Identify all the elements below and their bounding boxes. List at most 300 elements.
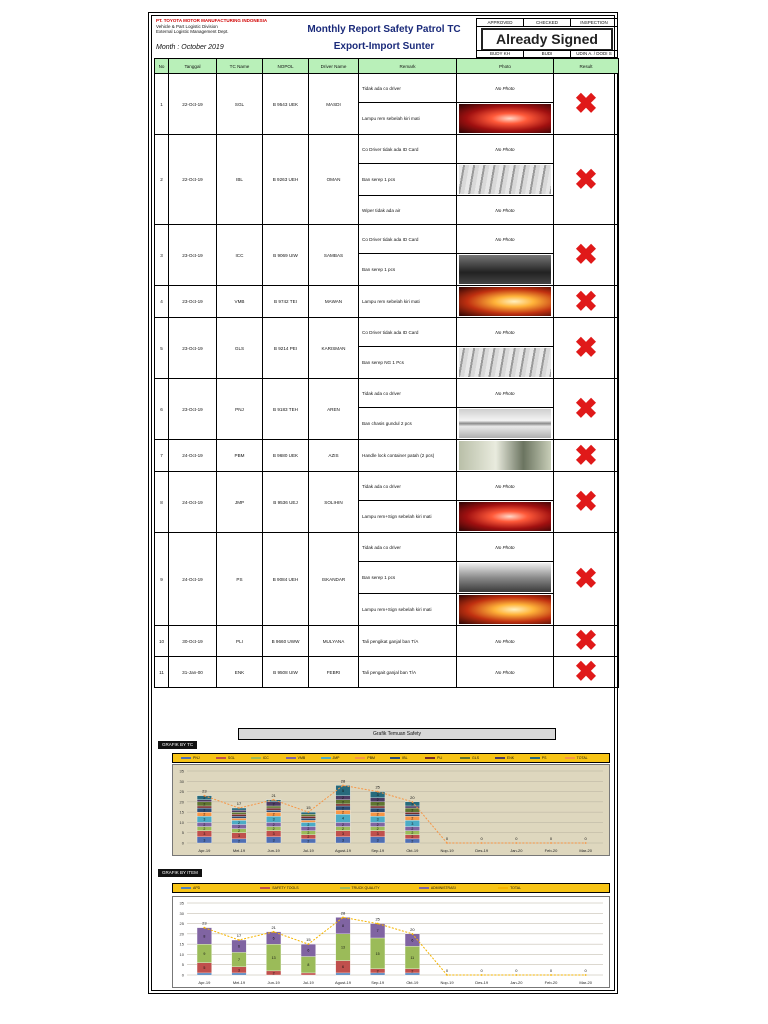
segment-value-label: 2 [376, 822, 379, 827]
col-photo: Photo [457, 59, 554, 74]
legend-swatch [495, 757, 505, 759]
segment-value-label: 2 [203, 827, 206, 831]
total-point [446, 974, 448, 976]
segment-value-label: 2 [376, 969, 379, 974]
row-tc: VMB [217, 286, 263, 318]
row-tc: PLI [217, 626, 263, 657]
row-date: 23-Oct-19 [169, 318, 217, 379]
segment-value-label: 2 [272, 812, 275, 817]
checked-header: CHECKED [524, 19, 571, 27]
y-tick-label: 35 [179, 900, 184, 906]
finding-photo [459, 595, 551, 624]
segment-value-label: 2 [238, 839, 240, 844]
total-point [273, 799, 275, 801]
segment-value-label: 3 [238, 834, 240, 839]
chart-item [173, 897, 609, 987]
col-no: No [155, 59, 169, 74]
total-value-label: 0 [584, 836, 587, 841]
row-nopol: B 9214 PEI [263, 318, 309, 379]
segment-value-label: 3 [376, 817, 379, 822]
row-no-photo [457, 135, 554, 164]
segment-value-label: 2 [238, 820, 240, 825]
segment-value-label: 2 [307, 835, 310, 840]
total-point [585, 974, 587, 976]
chart-item-tag: GRAFIK BY ITEM [158, 869, 202, 877]
row-remark: Tali pengait ganjal ban T/A [359, 657, 457, 688]
x-tick-label: Mei-19 [232, 980, 246, 985]
segment-value-label: 5 [203, 966, 206, 971]
bar-segment [232, 973, 247, 975]
legend-item [216, 754, 235, 762]
row-result [554, 225, 619, 286]
row-no: 10 [155, 626, 169, 657]
segment-value-label: 2 [342, 822, 344, 827]
segment-value-label: 11 [410, 955, 415, 960]
bar-segment [336, 973, 351, 975]
chart-item-legend [172, 883, 610, 893]
finding-photo [459, 409, 551, 438]
x-tick-label: Okt-19 [406, 980, 419, 985]
chart-item-box [172, 896, 610, 988]
row-date: 23-Oct-19 [169, 225, 217, 286]
total-point [585, 842, 587, 844]
row-photo [457, 103, 554, 135]
y-tick-label: 30 [179, 910, 184, 916]
no-photo-label: No Photo [495, 638, 515, 644]
y-tick-label: 25 [179, 921, 184, 927]
no-photo-label: No Photo [495, 544, 515, 550]
segment-value-label: 3 [272, 838, 275, 843]
bar-segment [232, 814, 247, 816]
y-tick-label: 15 [179, 809, 184, 815]
total-value-label: 17 [236, 801, 242, 807]
legend-item [355, 754, 375, 762]
segment-value-label: 2 [272, 827, 275, 831]
bar-segment [232, 816, 247, 818]
fail-x-icon: ✖ [574, 393, 598, 424]
fail-x-icon: ✖ [574, 285, 598, 317]
fail-x-icon: ✖ [574, 163, 598, 195]
legend-swatch [390, 757, 400, 759]
total-point [203, 927, 205, 929]
total-value-label: 21 [271, 792, 276, 798]
table-body [155, 74, 619, 688]
fail-x-icon: ✖ [574, 563, 598, 594]
row-tc: GLS [217, 318, 263, 379]
x-tick-label: Jun-19 [267, 848, 280, 853]
legend-item [460, 754, 479, 762]
row-no-photo [457, 533, 554, 562]
segment-value-label: 2 [342, 806, 344, 811]
x-tick-label: Agust-19 [334, 848, 352, 853]
segment-value-label: 2 [411, 808, 414, 813]
chart-tc [173, 765, 609, 855]
segment-value-label: 2 [411, 839, 414, 844]
legend-label: SAFETY TOOLS [272, 886, 299, 890]
y-tick-label: 10 [179, 951, 184, 957]
total-point [273, 931, 275, 933]
row-no-photo [457, 472, 554, 501]
row-remark: Co Driver tidak ada ID Card [359, 225, 457, 254]
row-result [554, 657, 619, 688]
total-point [342, 785, 344, 787]
x-tick-label: Jan-20 [510, 848, 523, 853]
row-no: 7 [155, 440, 169, 472]
segment-value-label: 2 [376, 812, 379, 817]
row-photo [457, 594, 554, 626]
row-photo [457, 440, 554, 472]
segment-value-label: 3 [376, 838, 379, 843]
total-value-label: 25 [375, 916, 380, 922]
legend-swatch [460, 757, 470, 759]
segment-value-label: 2 [307, 839, 310, 844]
row-remark: Tidak ada co driver [359, 472, 457, 501]
row-photo [457, 254, 554, 286]
chart-tc-legend [172, 753, 610, 763]
row-no: 6 [155, 379, 169, 440]
table-header-row [155, 59, 619, 74]
row-nopol: B 9183 TEH [263, 379, 309, 440]
row-no-photo [457, 74, 554, 103]
segment-value-label: 2 [411, 835, 414, 840]
total-value-label: 20 [410, 794, 415, 800]
segment-value-label: 2 [272, 822, 275, 827]
no-photo-label: No Photo [495, 207, 515, 213]
legend-swatch [530, 757, 540, 759]
segment-value-label: 7 [376, 929, 379, 934]
row-remark: Lampu rem+Sign sebelah kiri mati [359, 501, 457, 533]
row-nopol: B 9508 UIW [263, 657, 309, 688]
row-result [554, 379, 619, 440]
row-remark: Co Driver tidak ada ID Card [359, 318, 457, 347]
row-remark: Tali pengikat ganjal ban T/A [359, 626, 457, 657]
inspection-header: INSPECTION [571, 19, 617, 27]
row-remark: Co Driver tidak ada ID Card [359, 135, 457, 164]
table-row [155, 225, 619, 254]
legend-swatch [340, 887, 350, 889]
segment-value-label: 13 [341, 945, 345, 950]
row-no: 5 [155, 318, 169, 379]
segment-value-label: 2 [203, 822, 206, 827]
total-value-label: 15 [306, 937, 311, 943]
x-tick-label: Jul-19 [302, 980, 314, 985]
row-date: 24-Oct-19 [169, 440, 217, 472]
legend-item [260, 884, 298, 892]
total-point [446, 842, 448, 844]
x-tick-label: Sep-19 [371, 980, 385, 985]
row-result [554, 533, 619, 626]
x-tick-label: Jul-19 [302, 848, 314, 853]
col-tc: TC Name [217, 59, 263, 74]
row-result [554, 318, 619, 379]
row-remark: Handle lock container patah (2 pcs) [359, 440, 457, 472]
x-tick-label: Apr-19 [198, 980, 211, 985]
segment-value-label: 3 [203, 838, 206, 843]
legend-swatch [181, 887, 191, 889]
row-driver: ISKANDAR [309, 533, 359, 626]
total-point [307, 811, 309, 813]
legend-swatch [260, 887, 270, 889]
segment-value-label: 2 [411, 802, 414, 807]
bar-segment [232, 810, 247, 812]
approver-name: BUDY KH [477, 50, 524, 57]
no-photo-label: No Photo [495, 483, 515, 489]
segment-value-label: 3 [376, 832, 379, 837]
segment-value-label: 15 [375, 951, 380, 956]
segment-value-label: 2 [342, 796, 344, 801]
total-value-label: 0 [445, 836, 449, 841]
no-photo-label: No Photo [495, 669, 515, 675]
segment-value-label: 7 [238, 957, 240, 962]
total-point [377, 791, 379, 793]
segment-value-label: 3 [272, 832, 275, 837]
segment-value-label: 8 [203, 934, 206, 939]
x-tick-label: Nop-19 [440, 980, 454, 985]
row-nopol: B 9084 UEH [263, 533, 309, 626]
legend-label: PLI [437, 756, 443, 760]
total-point [411, 801, 413, 803]
x-tick-label: Jan-20 [510, 980, 523, 985]
x-tick-label: Des-19 [475, 848, 489, 853]
total-value-label: 0 [549, 836, 553, 841]
total-value-label: 0 [480, 836, 483, 841]
segment-value-label: 2 [411, 831, 414, 836]
finding-photo [459, 165, 551, 194]
fail-x-icon: ✖ [574, 656, 598, 687]
row-no: 3 [155, 225, 169, 286]
legend-label: ENK [506, 756, 515, 760]
segment-value-label: 2 [342, 800, 344, 805]
row-date: 23-Oct-19 [169, 286, 217, 318]
segment-value-label: 3 [376, 793, 379, 798]
table-row [155, 318, 619, 347]
y-tick-label: 35 [179, 768, 184, 774]
row-no-photo [457, 196, 554, 225]
row-driver: MASDI [309, 74, 359, 135]
legend-item [321, 754, 340, 762]
no-photo-label: No Photo [495, 390, 515, 396]
total-point [481, 842, 483, 844]
legend-label: TOTAL [576, 756, 588, 760]
row-remark: Lampu rem+Sign sebelah kiri mati [359, 594, 457, 626]
table-row [155, 379, 619, 408]
finding-photo [459, 255, 551, 284]
row-nopol: B 9069 UIW [263, 225, 309, 286]
segment-value-label: 2 [203, 796, 206, 801]
total-point [342, 917, 344, 919]
table-row [155, 472, 619, 501]
finding-photo [459, 348, 551, 377]
row-tc: ENK [217, 657, 263, 688]
row-no: 9 [155, 533, 169, 626]
col-remark: Remark [359, 59, 457, 74]
segment-value-label: 2 [203, 802, 206, 807]
legend-label: TOTAL [510, 886, 522, 890]
col-result: Result [554, 59, 619, 74]
fail-x-icon: ✖ [574, 625, 598, 656]
segment-value-label: 2 [411, 969, 414, 974]
signed-stamp: Already Signed [481, 28, 613, 51]
total-point [238, 807, 240, 809]
legend-swatch [355, 757, 365, 759]
row-tc: PS [217, 533, 263, 626]
row-photo [457, 501, 554, 533]
row-tc: IBL [217, 135, 263, 225]
finding-photo [459, 441, 551, 470]
legend-swatch [425, 757, 435, 759]
row-no: 4 [155, 286, 169, 318]
segment-value-label: 6 [342, 965, 344, 970]
total-value-label: 0 [480, 968, 483, 973]
x-tick-label: Agust-19 [334, 980, 352, 985]
segment-value-label: 5 [342, 788, 344, 793]
row-photo [457, 164, 554, 196]
legend-item [181, 754, 200, 762]
segment-value-label: 3 [238, 968, 240, 973]
legend-swatch [216, 757, 226, 759]
row-driver: FEBRI [309, 657, 359, 688]
total-value-label: 0 [584, 968, 587, 973]
segment-value-label: 2 [203, 812, 206, 817]
total-point [550, 842, 552, 844]
legend-swatch [181, 757, 191, 759]
row-result [554, 74, 619, 135]
no-photo-label: No Photo [495, 85, 515, 91]
segment-value-label: 2 [376, 802, 379, 807]
total-value-label: 0 [445, 968, 449, 973]
total-value-label: 25 [375, 784, 380, 790]
segment-value-label: 3 [342, 832, 344, 837]
row-driver: AREN [309, 379, 359, 440]
row-no-photo [457, 626, 554, 657]
no-photo-label: No Photo [495, 146, 515, 152]
finding-photo [459, 104, 551, 133]
fail-x-icon: ✖ [574, 88, 598, 119]
segment-value-label: 2 [203, 808, 206, 813]
row-driver: MULYANA [309, 626, 359, 657]
chart-tc-tag: GRAFIK BY TC [158, 741, 197, 749]
segment-value-label: 2 [376, 827, 379, 831]
row-no: 2 [155, 135, 169, 225]
segment-value-label: 2 [376, 798, 379, 803]
row-tc: JMP [217, 472, 263, 533]
total-point [515, 974, 517, 976]
table-row [155, 657, 619, 688]
segment-value-label: 2 [307, 827, 310, 831]
y-tick-label: 20 [179, 799, 184, 805]
no-photo-label: No Photo [495, 236, 515, 242]
legend-item [498, 884, 521, 892]
x-tick-label: Mar-20 [579, 848, 593, 853]
total-value-label: 28 [340, 778, 346, 784]
bar-segment [405, 814, 420, 816]
segment-value-label: 13 [271, 955, 276, 960]
bar-segment [232, 818, 247, 820]
segment-value-label: 2 [307, 822, 310, 827]
x-tick-label: Feb-20 [544, 848, 558, 853]
total-point [307, 943, 309, 945]
chart-tc-box [172, 764, 610, 856]
row-remark: Tidak ada co driver [359, 533, 457, 562]
total-value-label: 15 [306, 805, 311, 811]
segment-value-label: 6 [307, 948, 310, 953]
report-sheet [148, 12, 618, 994]
legend-label: GLS [472, 756, 480, 760]
total-line [204, 785, 585, 843]
row-driver: SOLIHIN [309, 472, 359, 533]
row-no: 11 [155, 657, 169, 688]
segment-value-label: 2 [272, 971, 275, 976]
segment-value-label: 3 [203, 817, 206, 822]
legend-label: ICC [262, 756, 269, 760]
table-row [155, 440, 619, 472]
total-line [204, 917, 585, 975]
row-result [554, 626, 619, 657]
bar-segment [301, 816, 316, 818]
y-tick-label: 5 [181, 830, 184, 836]
row-no-photo [457, 379, 554, 408]
row-remark: Wiper tidak ada air [359, 196, 457, 225]
finding-photo [459, 287, 551, 316]
y-tick-label: 5 [181, 962, 184, 968]
total-value-label: 0 [515, 968, 518, 973]
segment-value-label: 6 [411, 938, 414, 943]
bar-segment [266, 810, 281, 812]
row-no-photo [457, 657, 554, 688]
approved-header: APPROVED [477, 19, 524, 27]
total-value-label: 0 [515, 836, 518, 841]
company-block [156, 18, 267, 35]
legend-swatch [251, 757, 261, 759]
month-label: Month : October 2019 [156, 44, 224, 51]
total-value-label: 20 [410, 926, 415, 932]
y-tick-label: 30 [179, 778, 184, 784]
x-tick-label: Nop-19 [440, 848, 454, 853]
x-tick-label: Apr-19 [198, 848, 211, 853]
legend-item [251, 754, 269, 762]
segment-value-label: 8 [342, 924, 344, 929]
legend-swatch [286, 757, 296, 759]
row-driver: MAWAN [309, 286, 359, 318]
segment-value-label: 2 [272, 802, 275, 807]
findings-table [154, 58, 619, 688]
legend-label: TRUCK QUALITY [351, 886, 380, 890]
segment-value-label: 2 [376, 808, 379, 813]
row-driver: AZIS [309, 440, 359, 472]
segment-value-label: 3 [272, 817, 275, 822]
row-driver: KARISMAN [309, 318, 359, 379]
row-remark: Lampu rem sebelah kiri mati [359, 103, 457, 135]
row-result [554, 472, 619, 533]
x-tick-label: Mei-19 [232, 848, 246, 853]
finding-photo [459, 502, 551, 531]
fail-x-icon: ✖ [574, 239, 598, 270]
total-value-label: 17 [236, 933, 242, 939]
segment-value-label: 2 [342, 810, 344, 815]
bar-segment [197, 973, 212, 975]
row-remark: Ban chasis gundul 2 pcs [359, 408, 457, 440]
row-date: 30-Oct-19 [169, 626, 217, 657]
col-date: Tanggal [169, 59, 217, 74]
total-point [203, 795, 205, 797]
row-date: 24-Oct-19 [169, 533, 217, 626]
total-value-label: 21 [271, 924, 276, 930]
y-tick-label: 15 [179, 941, 184, 947]
segment-value-label: 9 [203, 951, 206, 956]
bar-segment [301, 818, 316, 820]
x-tick-label: Okt-19 [406, 848, 419, 853]
approval-box [476, 18, 618, 58]
